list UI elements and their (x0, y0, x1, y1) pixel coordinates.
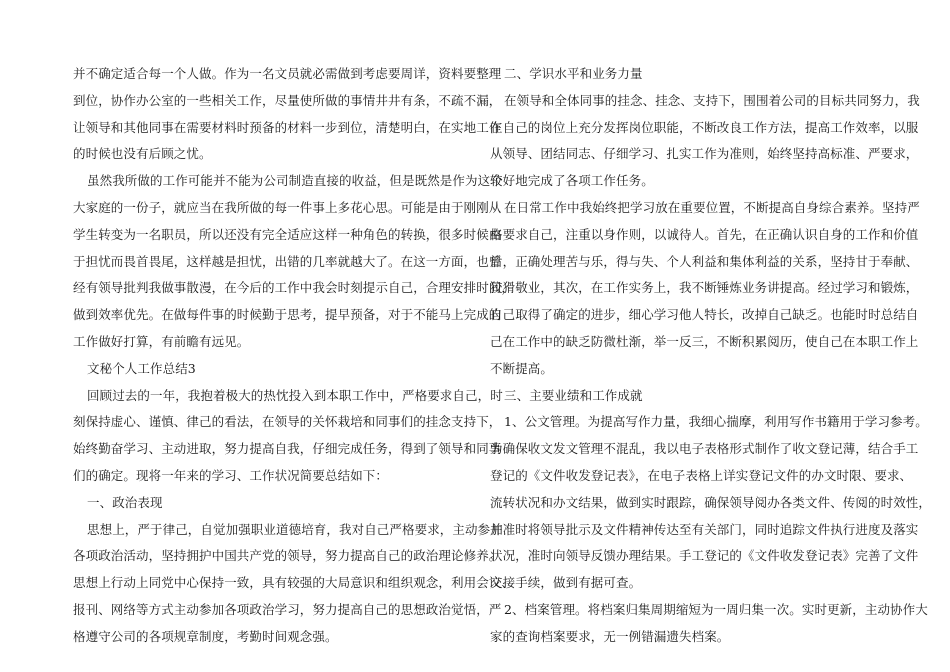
text-line: 登记的《文件收发登记表》，在电子表格上详实登记文件的办文时限、要求、 (490, 467, 913, 483)
text-line: 在领导和全体同事的挂念、挂念、支持下，围围着公司的目标共同努力，我 (504, 92, 920, 108)
text-line: 己在工作中的缺乏防微杜渐，举一反三，不断积累阅历，使自己在本职工作上 (490, 333, 919, 349)
section-heading: 文秘个人工作总结3 (87, 360, 196, 376)
text-line: 从领导、团结同志、仔细学习、扎实工作为准则，始终坚持高标准、严要求， (490, 146, 919, 162)
text-line: 回顾过去的一年，我抱着极大的热忱投入到本职工作中，严格要求自己，时 (87, 387, 503, 403)
section-heading: 二、学识水平和业务力量 (504, 66, 643, 81)
text-line: 学生转变为一名职员，所以还没有完全适应这样一种角色的转换，很多时候由 (73, 226, 502, 242)
text-line: 始终勤奋学习、主动进取，努力提高自我，仔细完成任务，得到了领导和同事 (73, 441, 502, 457)
text-line: 的时候也没有后顾之忧。 (73, 146, 212, 162)
text-line: 报刊、网络等方式主动参加各项政治学习，努力提高自己的思想政治觉悟，严 (73, 601, 502, 617)
text-line: 格要求自己，注重以身作则，以诚待人。首先，在正确认识自身的工作和价值 (490, 226, 919, 242)
text-line: 大家庭的一份子，就应当在我所做的每一件事上多花心思。可能是由于刚刚从 (73, 199, 502, 215)
text-line: 在日常工作中我始终把学习放在重要位置，不断提高自身综合素养。坚持严 (504, 199, 920, 215)
text-line: 经有领导批判我做事散漫，在今后的工作中我会时刻提示自己，合理安排时间， (73, 280, 515, 296)
text-line: 狡猾敬业，其次，在工作实务上，我不断锤炼业务讲提高。经过学习和锻炼， (490, 280, 919, 296)
section-heading: 三、主要业绩和工作成就 (504, 387, 643, 403)
text-line: 并准时将领导批示及文件精神传达至有关部门，同时追踪文件执行进度及落实 (490, 521, 919, 537)
text-line: 后，正确处理苦与乐，得与失、个人利益和集体利益的关系，坚持甘于奉献、 (490, 253, 919, 269)
text-line: 到位，协作办公室的一些相关工作，尽量使所做的事情井井有条，不疏不漏， (73, 92, 502, 108)
text-line: 思想上行动上同党中心保持一致，具有较强的大局意识和组织观念，利用会议、 (73, 575, 515, 591)
text-line: 并不确定适合每一个人做。作为一名文员就必需做到考虑要周详，资料要整理 (73, 66, 502, 81)
text-line: 们的确定。现将一年来的学习、工作状况简要总结如下： (73, 467, 389, 483)
text-line: 家的查询档案要求，无一例错漏遗失档案。 (490, 628, 730, 644)
text-line: 交接手续，做到有据可查。 (490, 575, 642, 591)
text-line: 工作做好打算，有前瞻有远见。 (73, 333, 250, 349)
text-line: 做到效率优先。在做每件事的时候勤于思考，提早预备，对于不能马上完成的 (73, 307, 502, 323)
text-line: 虽然我所做的工作可能并不能为公司制造直接的收益，但是既然是作为这个 (87, 173, 503, 189)
text-line: 流转状况和办文结果，做到实时跟踪，确保领导阅办各类文件、传阅的时效性， (490, 494, 932, 510)
text-line: 2、档案管理。将档案归集周期缩短为一周归集一次。实时更新，主动协作大 (504, 601, 928, 617)
text-line: 格遵守公司的各项规章制度，考勤时间观念强。 (73, 628, 338, 644)
text-line: 不断提高。 (490, 360, 554, 376)
text-line: 各项政治活动，坚持拥护中国共产党的领导，努力提高自己的政治理论修养。 (73, 548, 502, 564)
right-column (490, 61, 932, 651)
text-line: 让领导和其他同事在需要材料时预备的材料一步到位，清楚明白，在实地工作 (73, 119, 502, 135)
section-heading: 一、政治表现 (87, 494, 163, 510)
left-column (73, 61, 515, 651)
text-line: 刻保持虚心、谨慎、律己的看法，在领导的关怀栽培和同事们的挂念支持下， (73, 414, 502, 430)
text-line: 于担忧而畏首畏尾，这样越是担忧，出错的几率就越大了。在这一方面，也曾 (73, 253, 502, 269)
text-line: 状况，准时向领导反馈办理结果。手工登记的《文件收发登记表》完善了文件 (490, 548, 919, 564)
text-line: 较好地完成了各项工作任务。 (490, 173, 654, 189)
text-line: 思想上，严于律己，自觉加强职业道德培育，我对自己严格要求，主动参加 (87, 521, 503, 537)
text-line: 自己取得了确定的进步，细心学习他人特长，改掉自己缺乏。也能时时总结自 (490, 307, 919, 323)
text-line: 在自己的岗位上充分发挥岗位职能，不断改良工作方法，提高工作效率，以服 (490, 119, 919, 135)
text-line: 1、公文管理。为提高写作力量，我细心揣摩，利用写作书籍用于学习参考。 (504, 414, 928, 430)
text-line: 为确保收文发文管理不混乱，我以电子表格形式制作了收文登记薄，结合手工 (490, 441, 919, 457)
